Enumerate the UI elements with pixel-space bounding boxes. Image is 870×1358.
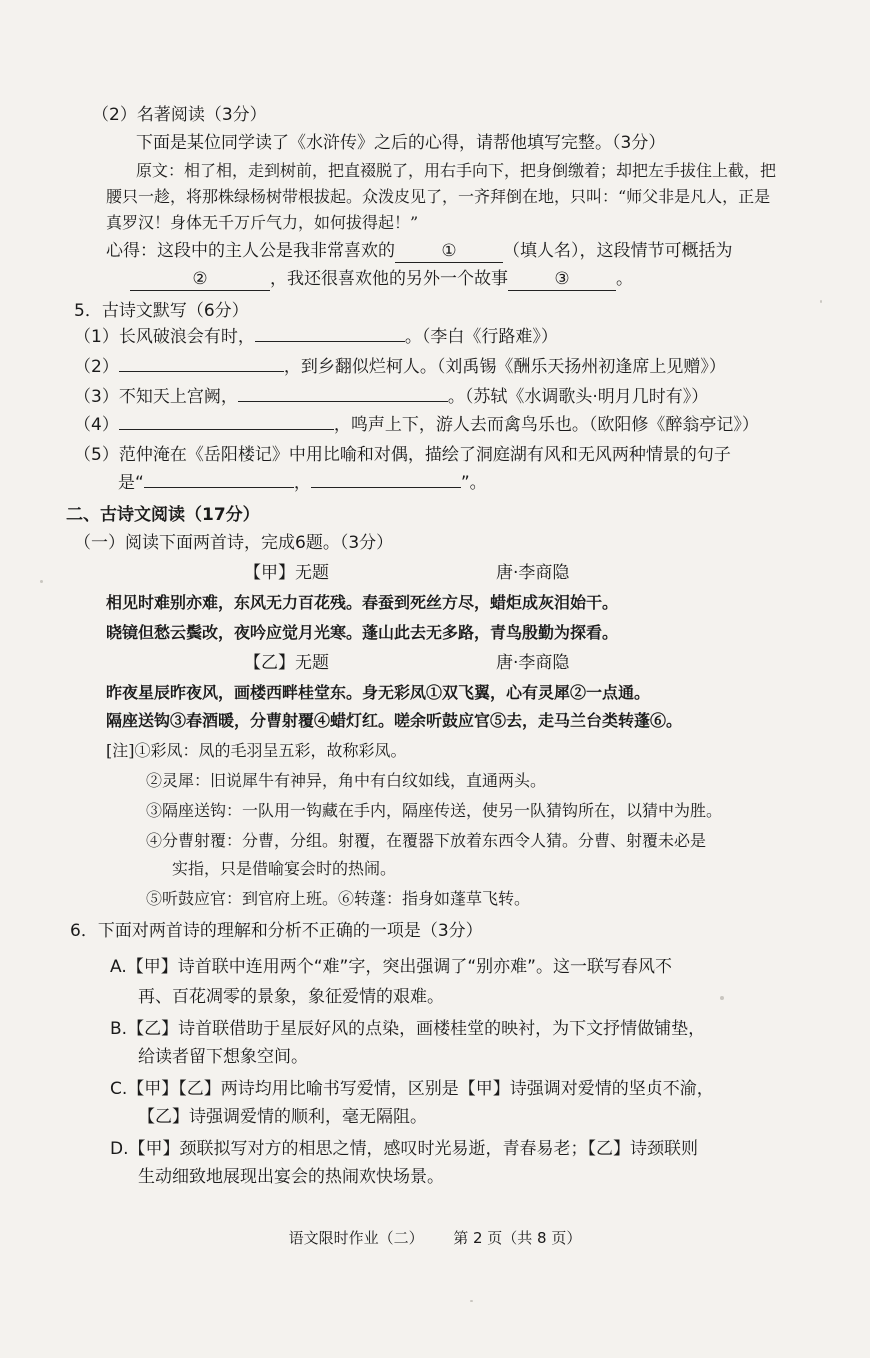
blank-1[interactable]: ① bbox=[395, 240, 503, 263]
blank-3[interactable]: ③ bbox=[508, 268, 616, 291]
q5-item-4 bbox=[74, 414, 759, 436]
section-2-heading: 二、古诗文阅读（17分） bbox=[66, 505, 260, 525]
q5-item-2 bbox=[74, 356, 726, 378]
q5-item-2-a: （2） bbox=[74, 357, 119, 377]
q5-blank-5a[interactable] bbox=[144, 487, 294, 488]
q5-item-3-a: （3）不知天上宫阙， bbox=[74, 387, 238, 407]
q6-option-d[interactable]: D.【甲】颈联拟写对方的相思之情，感叹时光易逝，青春易老；【乙】诗颈联则 bbox=[110, 1139, 698, 1159]
q5-item-4-b: ，鸣声上下，游人去而禽鸟乐也。（欧阳修《醉翁亭记》） bbox=[333, 415, 759, 435]
scan-speck bbox=[820, 300, 822, 303]
xinde-line-1 bbox=[106, 240, 733, 263]
q5-item-5-b: ， bbox=[293, 473, 311, 493]
q6-option-b-cont: 给读者留下想象空间。 bbox=[138, 1047, 308, 1067]
q5-blank-3[interactable] bbox=[238, 401, 448, 402]
footer-subject: 语文限时作业（二） bbox=[288, 1229, 424, 1247]
q5-item-2-b: ，到乡翻似烂柯人。（刘禹锡《酬乐天扬州初逢席上见赠》） bbox=[283, 357, 726, 377]
footer-page-number: 第 2 页（共 8 页） bbox=[453, 1229, 582, 1247]
poem-jia-line-1: 相见时难别亦难，东风无力百花残。春蚕到死丝方尽，蜡炬成灰泪始干。 bbox=[106, 593, 619, 612]
page-footer bbox=[0, 1227, 870, 1248]
q5-blank-2[interactable] bbox=[119, 371, 284, 372]
q6-option-d-cont: 生动细致地展现出宴会的热闹欢快场景。 bbox=[138, 1167, 444, 1187]
q5-item-1 bbox=[74, 326, 558, 348]
note-1: [注]①彩凤：凤的毛羽呈五彩，故称彩凤。 bbox=[106, 741, 407, 760]
xinde-text-c: ，我还很喜欢他的另外一个故事 bbox=[270, 269, 508, 289]
section-2-part-1: （一）阅读下面两首诗，完成6题。（3分） bbox=[74, 533, 394, 553]
q5-blank-5b[interactable] bbox=[311, 487, 461, 488]
q6-option-b[interactable]: B.【乙】诗首联借助于星辰好风的点染，画楼桂堂的映衬，为下文抒情做铺垫， bbox=[110, 1019, 706, 1039]
note-3: ③隔座送钩：一队用一钩藏在手内，隔座传送，使另一队猜钩所在，以猜中为胜。 bbox=[146, 801, 723, 820]
q5-item-5: （5）范仲淹在《岳阳楼记》中用比喻和对偶，描绘了洞庭湖有风和无风两种情景的句子 bbox=[74, 445, 731, 465]
poem-jia-title: 【甲】无题 bbox=[244, 563, 329, 583]
xinde-text-b: （填人名），这段情节可概括为 bbox=[503, 241, 733, 261]
q5-item-4-a: （4） bbox=[74, 415, 119, 435]
q5-item-5-answer bbox=[118, 472, 487, 494]
xinde-text-end: 。 bbox=[616, 269, 633, 289]
poem-jia-line-2: 晓镜但愁云鬓改，夜吟应觉月光寒。蓬山此去无多路，青鸟殷勤为探看。 bbox=[106, 623, 619, 642]
q4-2-intro: 下面是某位同学读了《水浒传》之后的心得，请帮他填写完整。（3分） bbox=[136, 133, 666, 153]
q5-item-5-a: 是“ bbox=[118, 473, 144, 493]
xinde-line-2 bbox=[130, 268, 633, 291]
xinde-text-a: 心得：这段中的主人公是我非常喜欢的 bbox=[106, 241, 395, 261]
q5-item-1-a: （1）长风破浪会有时， bbox=[74, 327, 255, 347]
poem-jia-author: 唐·李商隐 bbox=[496, 563, 570, 583]
poem-yi-line-1: 昨夜星辰昨夜风，画楼西畔桂堂东。身无彩凤①双飞翼，心有灵犀②一点通。 bbox=[106, 683, 651, 702]
poem-yi-line-2: 隔座送钩③春酒暖，分曹射覆④蜡灯红。嗟余听鼓应官⑤去，走马兰台类转蓬⑥。 bbox=[106, 711, 683, 730]
poem-yi-author: 唐·李商隐 bbox=[496, 653, 570, 673]
q5-item-1-b: 。（李白《行路难》） bbox=[404, 327, 558, 347]
blank-2[interactable]: ② bbox=[130, 268, 270, 291]
q4-2-heading: （2）名著阅读（3分） bbox=[92, 105, 267, 125]
q6-stem: 6．下面对两首诗的理解和分析不正确的一项是（3分） bbox=[70, 921, 483, 941]
note-5-6: ⑤听鼓应官：到官府上班。⑥转蓬：指身如蓬草飞转。 bbox=[146, 889, 531, 908]
original-text-line-2: 腰只一趁，将那株绿杨树带根拔起。众泼皮见了，一齐拜倒在地，只叫：“师父非是凡人，正是 bbox=[106, 187, 771, 206]
q5-item-3-b: 。（苏轼《水调歌头·明月几时有》） bbox=[447, 387, 709, 407]
q5-blank-1[interactable] bbox=[255, 341, 405, 342]
note-2: ②灵犀：旧说犀牛有神异，角中有白纹如线，直通两头。 bbox=[146, 771, 547, 790]
q6-option-a[interactable]: A.【甲】诗首联中连用两个“难”字，突出强调了“别亦难”。这一联写春风不 bbox=[110, 957, 672, 977]
q5-heading: 5．古诗文默写（6分） bbox=[74, 301, 249, 321]
q6-option-a-cont: 再、百花凋零的景象，象征爱情的艰难。 bbox=[138, 987, 444, 1007]
q5-blank-4[interactable] bbox=[119, 429, 334, 430]
q6-option-c[interactable]: C.【甲】【乙】两诗均用比喻书写爱情，区别是【甲】诗强调对爱情的坚贞不渝， bbox=[110, 1079, 714, 1099]
poem-yi-title: 【乙】无题 bbox=[244, 653, 329, 673]
q5-item-5-c: ”。 bbox=[460, 473, 487, 493]
note-4-cont: 实指，只是借喻宴会时的热闹。 bbox=[172, 859, 397, 878]
q5-item-3 bbox=[74, 386, 708, 408]
scan-speck bbox=[470, 1300, 473, 1302]
scan-speck bbox=[40, 580, 43, 583]
scan-speck bbox=[720, 996, 724, 1000]
note-4: ④分曹射覆：分曹，分组。射覆，在覆器下放着东西令人猜。分曹、射覆未必是 bbox=[146, 831, 707, 850]
original-text-line-3: 真罗汉！身体无千万斤气力，如何拔得起！” bbox=[106, 213, 419, 232]
original-text-line-1: 原文：相了相，走到树前，把直裰脱了，用右手向下，把身倒缴着；却把左手拔住上截，把 bbox=[136, 161, 777, 180]
q6-option-c-cont: 【乙】诗强调爱情的顺利，毫无隔阻。 bbox=[138, 1107, 427, 1127]
